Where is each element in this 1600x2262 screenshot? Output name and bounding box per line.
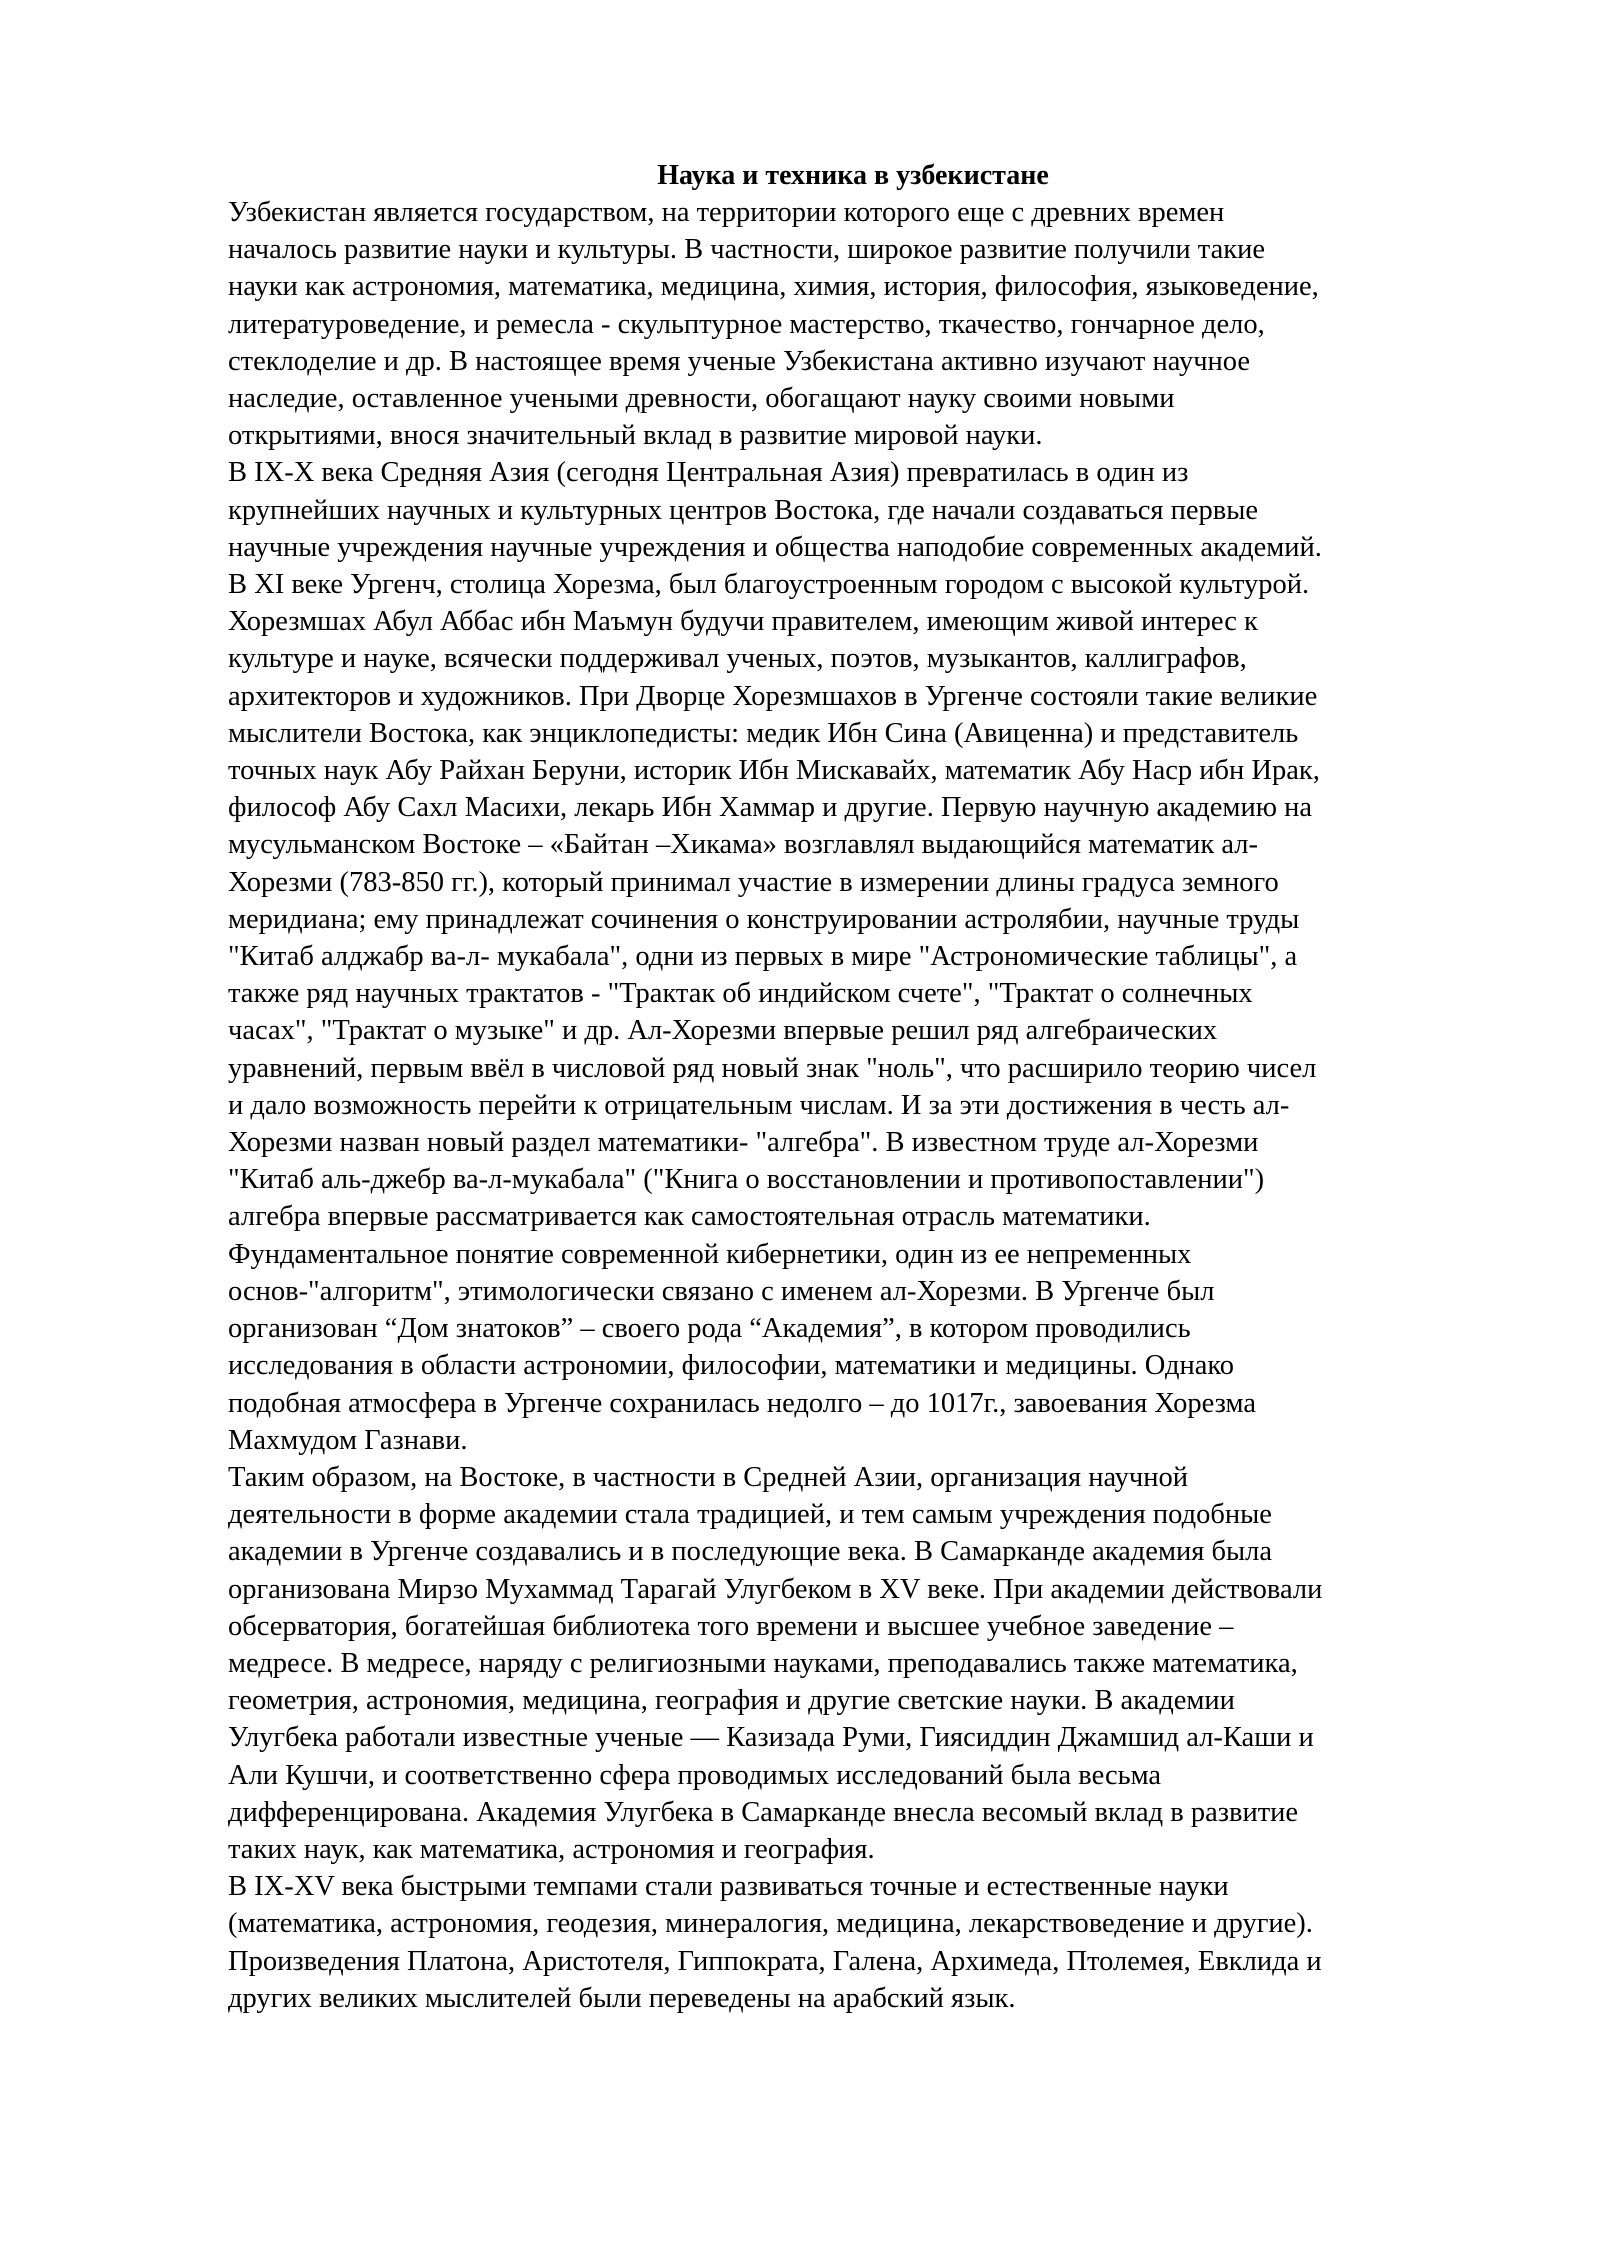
- text-line: Произведения Платона, Аристотеля, Гиппократа, Галена, Архимеда, Птолемея, Евклида и: [228, 1945, 1322, 1977]
- text-line: академии в Ургенче создавались и в последующие века. В Самарканде академия была: [228, 1536, 1272, 1568]
- document-title: Наука и техника в узбекистане: [657, 160, 1049, 191]
- text-line: меридиана; ему принадлежат сочинения о конструировании астролябии, научные труды: [228, 903, 1300, 935]
- text-line: "Китаб аль-джебр ва-л-мукабала" ("Книга о восстановлении и противопоставлении"): [228, 1164, 1265, 1196]
- text-line: научные учреждения научные учреждения и общества наподобие современных академий.: [228, 531, 1322, 563]
- text-line: наследие, оставленное учеными древности, обогащают науку своими новыми: [228, 383, 1175, 415]
- text-line: литературоведение, и ремесла - скульптурное мастерство, ткачество, гончарное дело,: [228, 308, 1265, 340]
- text-line: стеклоделие и др. В настоящее время ученые Узбекистана активно изучают научное: [228, 345, 1251, 377]
- text-line: и дало возможность перейти к отрицательным числам. И за эти достижения в честь ал-: [228, 1089, 1290, 1121]
- text-line: точных наук Абу Райхан Беруни, историк Ибн Мискавайх, математик Абу Наср ибн Ирак,: [228, 755, 1320, 787]
- text-line: культуре и науке, всячески поддерживал ученых, поэтов, музыкантов, каллиграфов,: [228, 643, 1247, 675]
- text-line: организована Мирзо Мухаммад Тарагай Улугбеком в XV веке. При академии действовали: [228, 1573, 1323, 1605]
- text-line: науки как астрономия, математика, медицина, химия, история, философия, языковедение,: [228, 271, 1319, 303]
- document-body: [228, 194, 1548, 2017]
- text-line: началось развитие науки и культуры. В частности, широкое развитие получили такие: [228, 234, 1265, 266]
- text-line: Таким образом, на Востоке, в частности в Средней Азии, организация научной: [228, 1461, 1188, 1493]
- text-line: других великих мыслителей были переведены на арабский язык.: [228, 1982, 1016, 2014]
- text-line: Хорезми (783-850 гг.), который принимал участие в измерении длины градуса земного: [228, 866, 1279, 898]
- text-line: Улугбека работали известные ученые — Казизада Руми, Гиясиддин Джамшид ал-Каши и: [228, 1722, 1314, 1754]
- text-line: геометрия, астрономия, медицина, география и другие светские науки. В академии: [228, 1685, 1235, 1717]
- text-line: дифференцирована. Академия Улугбека в Самарканде внесла весомый вклад в развитие: [228, 1796, 1299, 1828]
- text-line: Узбекистан является государством, на территории которого еще с древних времен: [228, 197, 1225, 228]
- text-line: мусульманском Востоке – «Байтан –Хикама» возглавлял выдающийся математик ал-: [228, 829, 1258, 861]
- text-line: открытиями, внося значительный вклад в развитие мировой науки.: [228, 420, 1043, 452]
- text-line: уравнений, первым ввёл в числовой ряд новый знак "ноль", что расширило теорию чисел: [228, 1052, 1317, 1084]
- text-line: В XI веке Ургенч, столица Хорезма, был благоустроенным городом с высокой культурой.: [228, 569, 1310, 601]
- text-line: "Китаб алджабр ва-л- мукабала", одни из первых в мире "Астрономические таблицы", а: [228, 941, 1298, 973]
- text-line: философ Абу Сахл Масихи, лекарь Ибн Хаммар и другие. Первую научную академию на: [228, 792, 1313, 824]
- text-line: (математика, астрономия, геодезия, минералогия, медицина, лекарствоведение и другие).: [228, 1908, 1313, 1940]
- text-line: архитекторов и художников. При Дворце Хорезмшахов в Ургенче состояли такие великие: [228, 680, 1318, 712]
- text-line: алгебра впервые рассматривается как самостоятельная отрасль математики.: [228, 1201, 1151, 1233]
- text-line: мыслители Востока, как энциклопедисты: медик Ибн Сина (Авиценна) и представитель: [228, 717, 1299, 749]
- text-line: исследования в области астрономии, философии, математики и медицины. Однако: [228, 1350, 1235, 1382]
- text-line: Али Кушчи, и соответственно сфера проводимых исследований была весьма: [228, 1759, 1162, 1791]
- text-line: подобная атмосфера в Ургенче сохранилась недолго – до 1017г., завоевания Хорезма: [228, 1387, 1256, 1419]
- text-line: организован “Дом знатоков” – своего рода “Академия”, в котором проводились: [228, 1313, 1191, 1345]
- text-line: Фундаментальное понятие современной кибернетики, один из ее непременных: [228, 1238, 1192, 1270]
- text-line: крупнейших научных и культурных центров Востока, где начали создаваться первые: [228, 494, 1259, 526]
- text-line: таких наук, как математика, астрономия и география.: [228, 1833, 875, 1865]
- text-line: основ-"алгоритм", этимологически связано с именем ал-Хорезми. В Ургенче был: [228, 1275, 1215, 1307]
- text-line: обсерватория, богатейшая библиотека того времени и высшее учебное заведение –: [228, 1610, 1234, 1642]
- text-line: медресе. В медресе, наряду с религиозными науками, преподавались также математика,: [228, 1647, 1298, 1679]
- text-line: Махмудом Газнави.: [228, 1424, 468, 1456]
- text-line: также ряд научных трактатов - "Трактак об индийском счете", "Трактат о солнечных: [228, 978, 1253, 1010]
- text-line: часах", "Трактат о музыке" и др. Ал-Хорезми впервые решил ряд алгебраических: [228, 1015, 1218, 1047]
- text-line: В IX-X века Средняя Азия (сегодня Центральная Азия) превратилась в один из: [228, 457, 1189, 489]
- text-line: деятельности в форме академии стала традицией, и тем самым учреждения подобные: [228, 1499, 1272, 1531]
- text-line: Хорезми назван новый раздел математики- "алгебра". В известном труде ал-Хорезми: [228, 1127, 1259, 1159]
- text-line: Хорезмшах Абул Аббас ибн Маъмун будучи правителем, имеющим живой интерес к: [228, 606, 1258, 638]
- text-line: В IX-XV века быстрыми темпами стали развиваться точные и естественные науки: [228, 1871, 1229, 1903]
